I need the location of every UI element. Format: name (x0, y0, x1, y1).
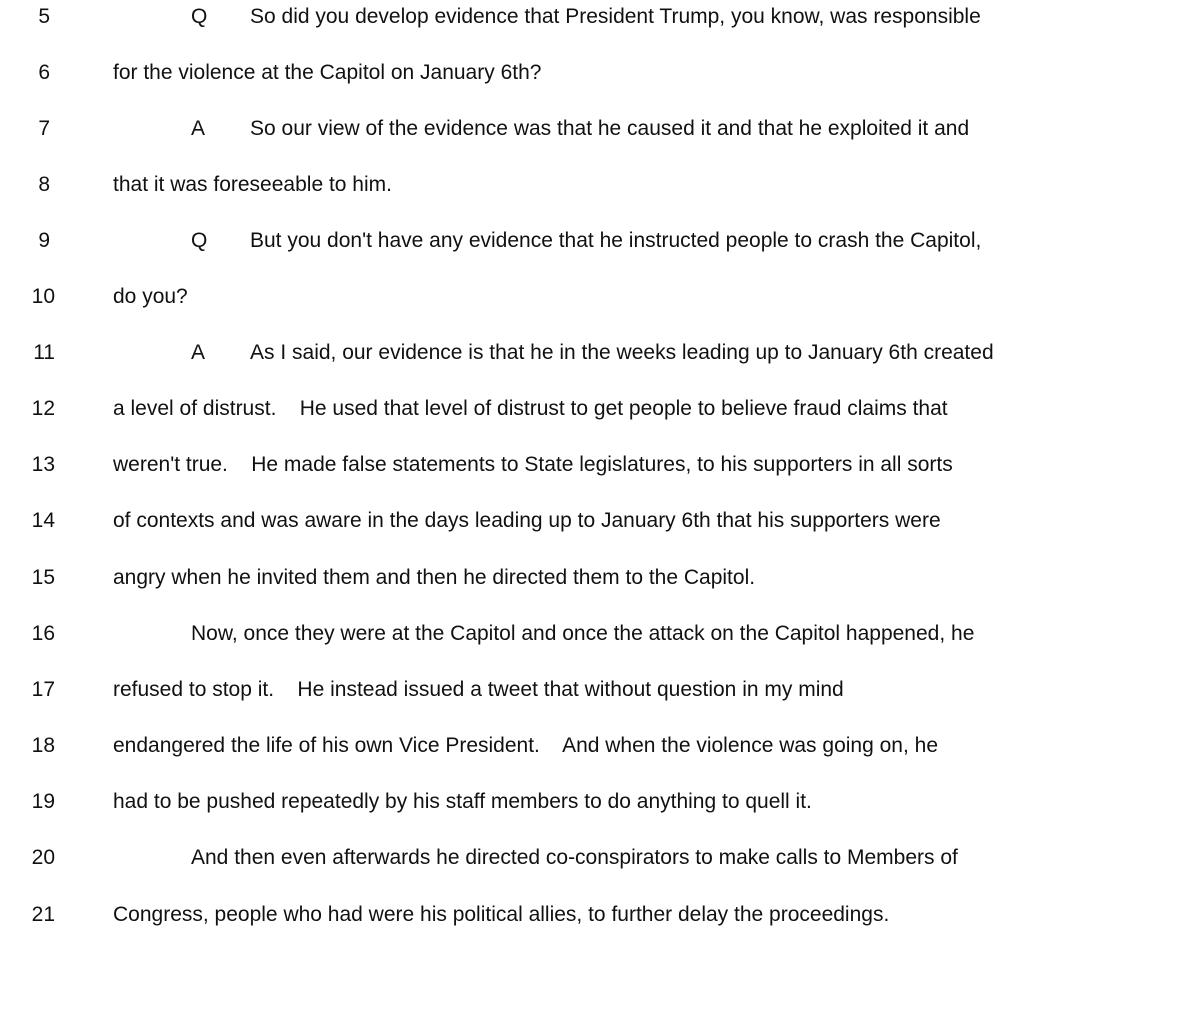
line-number: 6 (38, 61, 50, 84)
line-number: 19 (31, 790, 55, 813)
line-text: As I said, our evidence is that he in the weeks leading up to January 6th created (250, 341, 994, 364)
line-number: 9 (38, 229, 50, 252)
transcript-line (0, 731, 1200, 761)
line-text: of contexts and was aware in the days leading up to January 6th that his supporters were (113, 509, 941, 532)
line-number: 13 (31, 453, 55, 476)
transcript-line (0, 58, 1200, 88)
transcript-line (0, 843, 1200, 873)
line-number: 11 (33, 341, 55, 364)
speaker-label: Q (191, 5, 208, 28)
line-number: 15 (31, 566, 55, 589)
line-number: 5 (38, 5, 50, 28)
transcript-line (0, 900, 1200, 930)
line-text: do you? (113, 285, 188, 308)
transcript-line (0, 394, 1200, 424)
line-text: angry when he invited them and then he directed them to the Capitol. (113, 566, 756, 589)
transcript-line (0, 675, 1200, 705)
transcript-line (0, 619, 1200, 649)
line-number: 8 (38, 173, 50, 196)
line-text: a level of distrust. He used that level of distrust to get people to believe fraud claims that (113, 397, 948, 420)
transcript-line (0, 787, 1200, 817)
speaker-label: A (191, 117, 206, 140)
line-text: So did you develop evidence that President Trump, you know, was responsible (250, 5, 981, 28)
speaker-label: Q (191, 229, 208, 252)
line-text: So our view of the evidence was that he caused it and that he exploited it and (250, 117, 970, 140)
transcript-line (0, 170, 1200, 200)
line-number: 18 (31, 734, 55, 757)
line-text: And then even afterwards he directed co-conspirators to make calls to Members of (191, 846, 958, 869)
line-number: 7 (38, 117, 50, 140)
line-text: weren't true. He made false statements to State legislatures, to his supporters in all sorts (113, 453, 953, 476)
line-number: 20 (31, 846, 55, 869)
transcript-line (0, 506, 1200, 536)
line-text: refused to stop it. He instead issued a tweet that without question in my mind (113, 678, 844, 701)
transcript-line (0, 226, 1200, 256)
transcript-line (0, 114, 1200, 144)
line-number: 10 (31, 285, 55, 308)
line-text: for the violence at the Capitol on January 6th? (113, 61, 542, 84)
speaker-label: A (191, 341, 206, 364)
line-text: Congress, people who had were his political allies, to further delay the proceedings. (113, 903, 890, 926)
line-number: 17 (31, 678, 55, 701)
transcript-line (0, 450, 1200, 480)
line-number: 21 (31, 903, 55, 926)
line-text: Now, once they were at the Capitol and once the attack on the Capitol happened, he (191, 622, 975, 645)
line-number: 14 (31, 509, 55, 532)
line-number: 16 (31, 622, 55, 645)
transcript-line (0, 563, 1200, 593)
line-text: that it was foreseeable to him. (113, 173, 392, 196)
transcript-line (0, 2, 1200, 32)
line-number: 12 (31, 397, 55, 420)
line-text: had to be pushed repeatedly by his staff members to do anything to quell it. (113, 790, 812, 813)
line-text: endangered the life of his own Vice President. And when the violence was going on, he (113, 734, 938, 757)
transcript-line (0, 282, 1200, 312)
line-text: But you don't have any evidence that he instructed people to crash the Capitol, (250, 229, 982, 252)
transcript-line (0, 338, 1200, 368)
